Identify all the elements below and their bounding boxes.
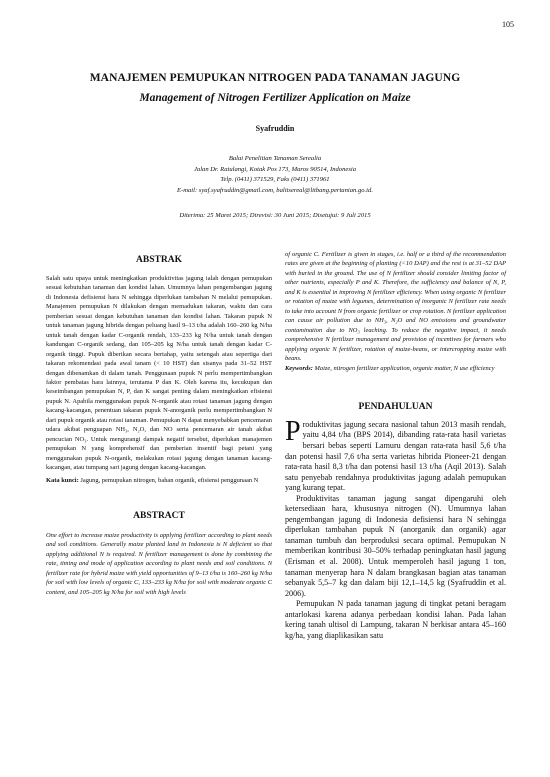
keywords-label: Kata kunci: <box>46 476 79 484</box>
drop-cap: P <box>285 415 301 447</box>
abstract-text-right: of organic C. Fertilizer is given in stages, i.e. half or a third of the recommendation rates are given at the beginning of planting (<10 DAP) and the rest is at 31–52 DAP with buried in the ground. The use of N fertilizer should consider limiting factor of other nutrients, especially P and K. Therefore, the sufficiency and balance of N, P, and K is essential in improving N fertilizer efficiency. When using organic N fertilizer or rotation of maize with legumes, determination of inorganic N fertilizer rate needs to take into account N from organic fertilizer or crop rotation. N fertilizer application can cause air pollution due to NH₃, N₂O and NO emissions and groundwater contamination due to NO₃ leaching. To reduce the negative impact, it needs comprehensive N fertilizer management and provision of incentives for farmers who applying organic N fertilizer, rotation of maize-beans, or intercropping maize with beans. <box>285 251 506 362</box>
abstrak-keywords <box>46 476 272 485</box>
abstrak-text: Salah satu upaya untuk meningkatkan produktivitas jagung ialah dengan pemupukan sesuai kebutuhan tanaman dan kondisi lahan. Umumnya lahan pengembangan jagung di Indonesia defisiensi hara N sehingga diperlukan tambahan N melalui pemupukan. Manajemen pemupukan N dilakukan dengan memadukan takaran, waktu dan cara pemberian sesuai dengan kebutuhan tanaman dan kondisi lahan. Takaran pupuk N untuk tanaman jagung hibrida dengan peluang hasil 9–13 t/ha adalah 160–260 kg N/ha untuk tanah dengan kadar C-organik rendah, 133–233 kg N/ha untuk tanah dengan kandungan C-organik sedang, dan 105–205 kg N/ha untuk tanah dengan kadar C-organik tinggi. Pupuk diberikan secara bertahap, yaitu setengah atau sepertiga dari takaran rekomendasi pada awal tanam (< 10 HST) dan sisanya pada 31–52 HST dengan dibenamkan di dalam tanah. Penggunaan pupuk N perlu mempertimbangkan faktor pembatas hara lainnya, terutama P dan K. Oleh karena itu, kecukupan dan keseimbangan pemupukan N, P, dan K sangat penting dalam meningkatkan efisiensi pupuk N. Apabila menggunakan pupuk N-organik atau rotasi tanaman jagung dengan kacang-kacangan, penentuan takaran pupuk N-anorganik perlu mempertimbangkan N dari pupuk organik atau rotasi tanaman. Pemupukan N dapat menyebabkan pencemaran udara akibat penguapan NH₃, N₂O, dan NO serta pencemaran air tanah akibat pencucian NO₃. Untuk mengurangi dampak negatif tersebut, diperlukan manajemen pemupukan N yang komprehensif dan pemberian insentif bagi petani yang menggunakan pupuk N-organik, melakukan rotasi jagung dengan tanaman kacang-kacangan, atau tumpang sari jagung dengan kacang-kacangan. <box>46 275 273 472</box>
page-number: 105 <box>502 20 514 29</box>
paper-subtitle: Management of Nitrogen Fertilizer Application on Maize <box>139 92 411 104</box>
affiliation-line: Jalan Dr. Ratulangi, Kotak Pos 173, Maros 90514, Indonesia <box>193 165 357 173</box>
intro-paragraph-3: Pemupukan N pada tanaman jagung di tingkat petani beragam antarlokasi karena adanya perbedaan kondisi lahan. Pada lahan kering tanah ultisol di Lampung, takaran N berkisar antara 45–160 kg/ha, yang diaplikasikan satu <box>285 599 506 640</box>
affiliation-line: Telp. (0411) 371529, Faks (0411) 371961 <box>220 176 330 183</box>
keywords-value: Jagung, pemupukan nitrogen, bahan organik, efisiensi penggunaan N <box>80 476 259 484</box>
abstract-text-left: One effort to increase maize productivity is applying fertilizer according to plant needs and soil conditions. Generally maize planted land in Indonesia is N deficient so that applying additional N is required. N fertilizer management is done by combining the rate, timing and mode of application according to plant needs and soil conditions. N fertilizer rate for hybrid maize with yield opportunities of 9–13 t/ha is 160–260 kg N/ha for soil with low levels of organic C, 133–233 kg N/ha for soil with moderate organic C content, and 105–205 kg N/ha for soil with high levels <box>46 531 272 596</box>
introduction-body <box>285 415 506 641</box>
paper-title: MANAJEMEN PEMUPUKAN NITROGEN PADA TANAMAN JAGUNG <box>89 72 461 84</box>
right-column <box>285 250 506 641</box>
left-column <box>46 250 272 597</box>
intro-paragraph-2: Produktivitas tanaman jagung sangat dipengaruhi oleh ketersediaan hara, khususnya nitrogen (N). Umumnya lahan pengembangan jagung di Indonesia defisiensi hara N sehingga diperlukan tambahan pupuk N (anorganik dan organik) agar tanaman tumbuh dan berproduksi secara optimal. Pemupukan N memberikan kontribusi 30–50% terhadap peningkatan hasil jagung (Erisman et al. 2008). Untuk memperoleh hasil jagung 1 ton, tanaman menyerap hara N dalam brangkasan bagian atas tanaman sebanyak 5,5–7 kg dan dalam biji 12,1–14,5 kg (Syafruddin et al. 2006). <box>285 493 506 598</box>
abstract-heading: ABSTRACT <box>133 510 185 521</box>
affiliation-block <box>0 154 550 196</box>
abstract-keywords <box>285 364 506 373</box>
keywords-value: Maize, nitrogen fertilizer application, organic matter, N use efficiency <box>314 365 495 373</box>
affiliation-email: E-mail: syaf.syafruddin@gmail.com, balitsereal@litbang.pertanian.go.id. <box>177 186 373 194</box>
pendahuluan-heading: PENDAHULUAN <box>358 401 433 412</box>
author-name: Syafruddin <box>255 124 295 133</box>
submission-dates: Diterima: 25 Maret 2015; Direvisi: 30 Juni 2015; Disetujui: 9 Juli 2015 <box>179 212 371 219</box>
keywords-label: Keywords: <box>285 365 313 373</box>
intro-paragraph-1-text: roduktivitas jagung secara nasional tahun 2013 masih rendah, yaitu 4,84 t/ha (BPS 2014), dibanding rata-rata hasil varietas bersari bebas seperti Lamuru dengan rata-rata hasil 5,6 t/ha dan potensi hasil 7,6 t/ha serta varietas hibrida Pioneer-21 dengan rata-rata hasil 8,3 t/ha dan potensi hasil 13 t/ha (Aqil 2013). Salah satu penyebab rendahnya produktivitas jagung adalah pemupukan yang kurang tepat. <box>285 419 506 493</box>
affiliation-line: Balai Penelitian Tanaman Serealia <box>228 155 322 162</box>
intro-paragraph-1 <box>285 415 506 494</box>
abstrak-heading: ABSTRAK <box>136 255 182 265</box>
